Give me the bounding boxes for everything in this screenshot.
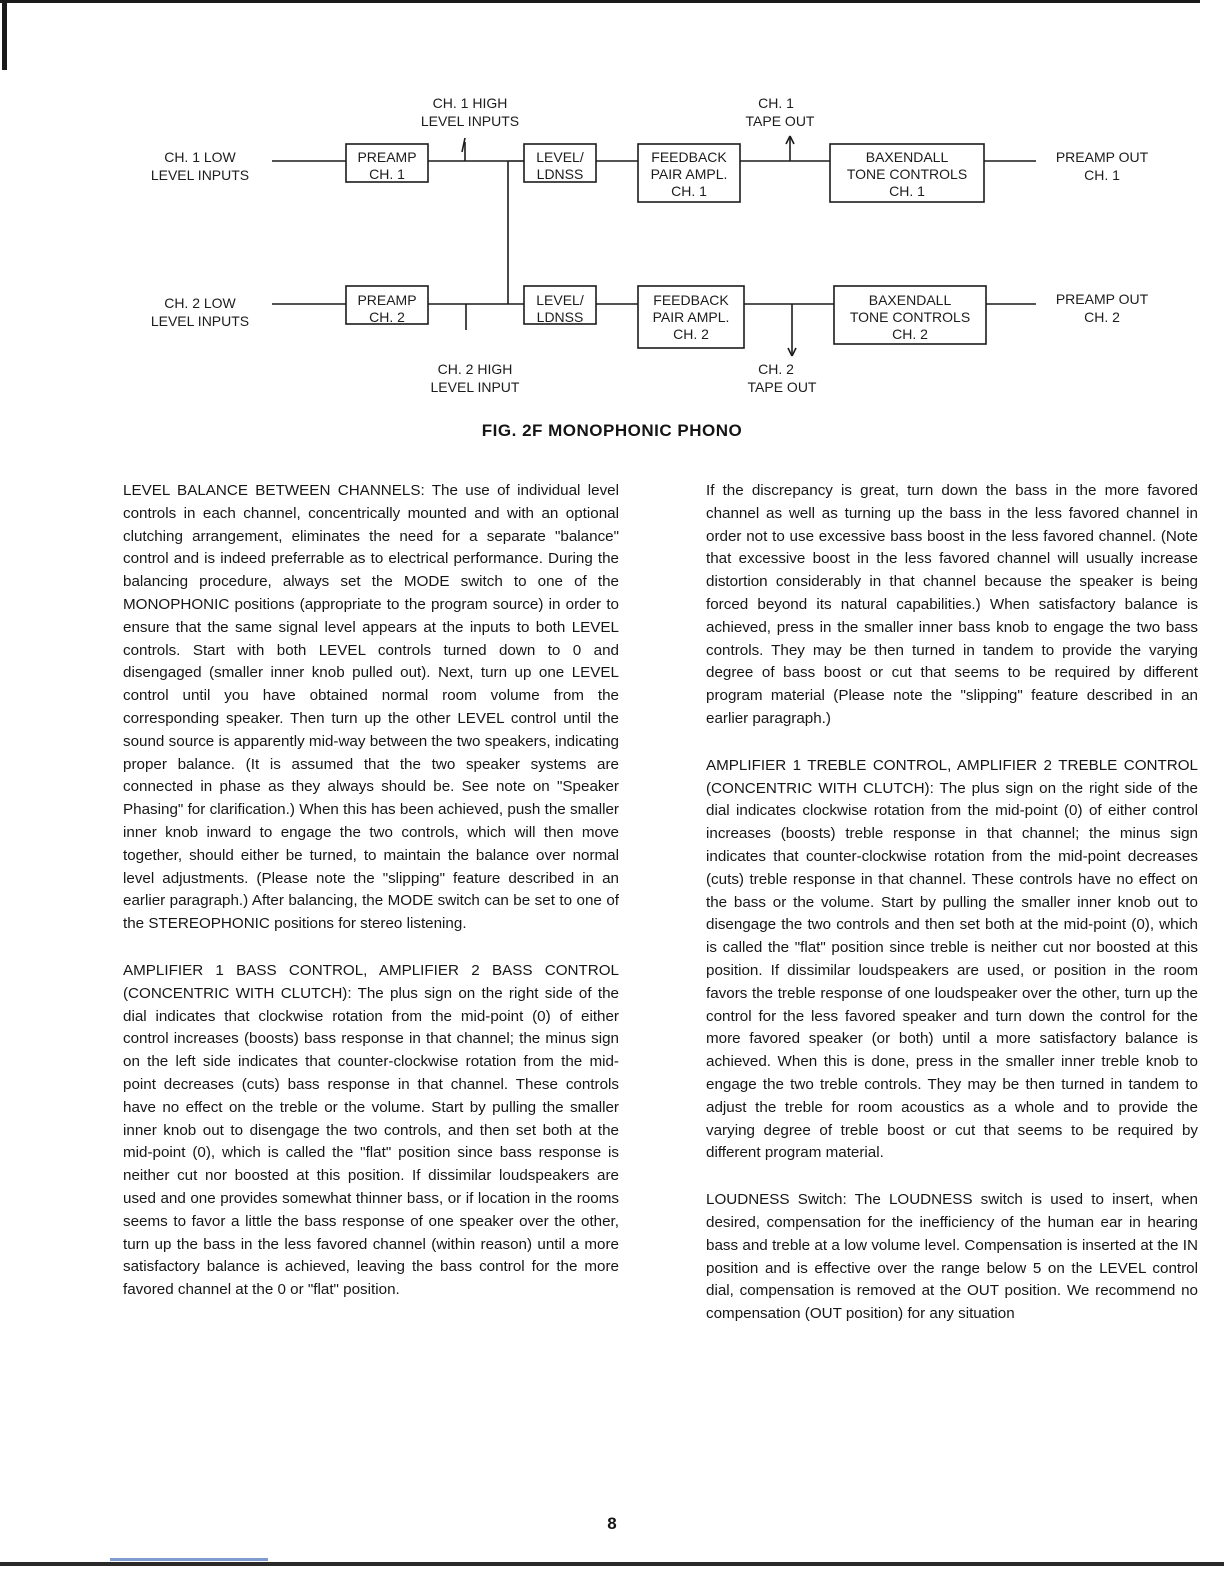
tone-ch2-text-1: BAXENDALL: [868, 292, 952, 308]
ch1-tape-label-line1: CH. 1: [758, 95, 794, 111]
preamp-ch1-text-1: PREAMP: [357, 149, 417, 165]
figure-caption: FIG. 2F MONOPHONIC PHONO: [481, 421, 743, 440]
page-top-edge: [0, 0, 1200, 3]
bass-control-paragraph: AMPLIFIER 1 BASS CONTROL, AMPLIFIER 2 BASS CONTROL (CONCENTRIC WITH CLUTCH): The plus sign on the right side of the dial indicates that clockwise rotation from the mid-point (0) of either control increases (boosts) bass response in that channel; the minus sign on the left side indicates that counter-clockwise rotation from the mid-point decreases (cuts) bass response in that channel. These controls have no effect on the treble or the volume. Start by pulling the smaller inner knob out to disengage the two controls, and then set both at the mid-point (0), which is called the "flat" position since bass response is neither cut nor boosted at this position. If dissimilar loudspeakers are used and one provides somewhat thinner bass, or if location in the rooms seems to favor a little the bass response of one speaker over the other, turn up the bass in the less favored channel (within reason) until a more satisfactory balance is achieved, leaving the bass control for the more favored channel at the 0 or "flat" position.: [123, 961, 619, 1299]
ch2-high-label-line2: LEVEL INPUT: [430, 379, 520, 395]
feedback-ch1-text-2: PAIR AMPL.: [650, 166, 728, 182]
block-diagram: [0, 80, 1224, 410]
out-ch1-text-1: PREAMP OUT: [1055, 149, 1149, 165]
feedback-ch1-text-1: FEEDBACK: [651, 149, 727, 165]
level-ch1-text-1: LEVEL/: [536, 149, 584, 165]
feedback-ch2-text-2: PAIR AMPL.: [652, 309, 730, 325]
ch1-high-label-line1: CH. 1 HIGH: [432, 95, 508, 111]
ch1-high-label-line2: LEVEL INPUTS: [420, 113, 520, 129]
page-bottom-edge: [0, 1562, 1224, 1566]
level-balance-paragraph: LEVEL BALANCE BETWEEN CHANNELS: The use of individual level controls in each channel, concentrically mounted and with an optional clutching arrangement, eliminates the need for a separate "balance" control and is indeed preferrable as to electrical performance. During the balancing procedure, always set the MODE switch to one of the MONOPHONIC positions (appropriate to the program source) in order to ensure that the same signal level appears at the inputs to both LEVEL controls. Start with both LEVEL controls turned down to 0 and disengaged (smaller inner knob pulled out). Next, turn up one LEVEL control until you have obtained normal room volume from the corresponding speaker. Then turn up the other LEVEL control until the sound source is apparently mid-way between the two speakers, indicating proper balance. (It is assumed that the two speaker systems are connected in phase as they always should be. See note on "Speaker Phasing" for clarification.) When this has been achieved, push the smaller inner knob inward to engage the two controls, which will then move together, should either be turned, to maintain the balance over normal level adjustments. (Please note the "slipping" feature described in an earlier paragraph.) After balancing, the MODE switch can be set to one of the STEREOPHONIC positions for stereo listening.: [123, 482, 619, 933]
level-ch2-text-2: LDNSS: [536, 309, 584, 325]
tone-ch1-text-3: CH. 1: [889, 183, 925, 199]
left-text-column: [123, 480, 619, 1326]
ch2-high-label-line1: CH. 2 HIGH: [437, 361, 513, 377]
treble-control-paragraph: AMPLIFIER 1 TREBLE CONTROL, AMPLIFIER 2 TREBLE CONTROL (CONCENTRIC WITH CLUTCH): The plus sign on the right side of the dial indicates clockwise rotation from the mid-point (0) of either control increases (boosts) treble response in that channel; the minus sign indicates that counter-clockwise rotation from the mid-point decreases (cuts) treble response in that channel. These controls have no effect on the bass or the volume. Start by pulling the smaller inner knob out to disengage the two controls and then set both at the mid-point (0), which is called the "flat" position since treble is neither cut nor boosted at this position. If dissimilar loudspeakers are used, or position in the room favors the treble response of one loudspeaker over the other, turn up the control for the less favored speaker and turn down the control for the more favored speaker (or both) until a more satisfactory balance is achieved. When this is done, press in the smaller inner treble knob to engage the two treble controls. They may be then turned in tandem to adjust the treble for room acoustics as a whole and to provide the varying degree of treble boost or cut that seems to be required by different program material.: [706, 756, 1198, 1162]
page-number: 8: [607, 1514, 617, 1533]
feedback-ch2-text-1: FEEDBACK: [653, 292, 729, 308]
level-ch1-text-2: LDNSS: [536, 166, 584, 182]
out-ch2-text-2: CH. 2: [1084, 309, 1120, 325]
preamp-ch2-text-1: PREAMP: [357, 292, 417, 308]
preamp-ch2-text-2: CH. 2: [369, 309, 405, 325]
ch2-tape-label-line2: TAPE OUT: [747, 379, 817, 395]
feedback-ch2-text-3: CH. 2: [673, 326, 709, 342]
tone-ch2-text-2: TONE CONTROLS: [849, 309, 971, 325]
ch2-tape-label-line1: CH. 2: [758, 361, 794, 377]
level-ch2-text-1: LEVEL/: [536, 292, 584, 308]
preamp-ch1-text-2: CH. 1: [369, 166, 405, 182]
bottom-accent-line: [110, 1558, 268, 1561]
feedback-ch1-text-3: CH. 1: [671, 183, 707, 199]
ch2-low-label-line2: LEVEL INPUTS: [150, 313, 250, 329]
ch1-tape-label-line2: TAPE OUT: [745, 113, 815, 129]
right-text-column: [706, 480, 1198, 1350]
out-ch2-text-1: PREAMP OUT: [1055, 291, 1149, 307]
tone-ch1-text-2: TONE CONTROLS: [846, 166, 968, 182]
ch1-low-label-line1: CH. 1 LOW: [164, 149, 236, 165]
ch1-low-label-line2: LEVEL INPUTS: [150, 167, 250, 183]
ch2-low-label-line1: CH. 2 LOW: [164, 295, 236, 311]
tone-ch1-text-1: BAXENDALL: [865, 149, 949, 165]
tone-ch2-text-3: CH. 2: [892, 326, 928, 342]
out-ch1-text-2: CH. 1: [1084, 167, 1120, 183]
loudness-switch-paragraph: LOUDNESS Switch: The LOUDNESS switch is used to insert, when desired, compensation for the inefficiency of the human ear in hearing bass and treble at a low volume level. Compensation is inserted at the IN position and is effective over the range below 5 on the LEVEL control dial, compensation is removed at the OUT position. We recommend no compensation (OUT position) for any situation: [706, 1191, 1198, 1323]
bass-continuation-paragraph: If the discrepancy is great, turn down the bass in the more favored channel as well as turning up the bass in the less favored channel in order not to use excessive bass boost in the less favored channel. (Note that excessive boost in the less favored channel will usually increase distortion considerably in that channel because the speaker is being forced beyond its natural capabilities.) When satisfactory balance is achieved, press in the smaller inner bass knob to engage the two bass controls. They may be then turned in tandem to provide the varying degree of bass boost or cut that seems to be required by different program material (Please note the "slipping" feature described in an earlier paragraph.): [706, 482, 1198, 727]
page-left-edge: [2, 0, 7, 70]
